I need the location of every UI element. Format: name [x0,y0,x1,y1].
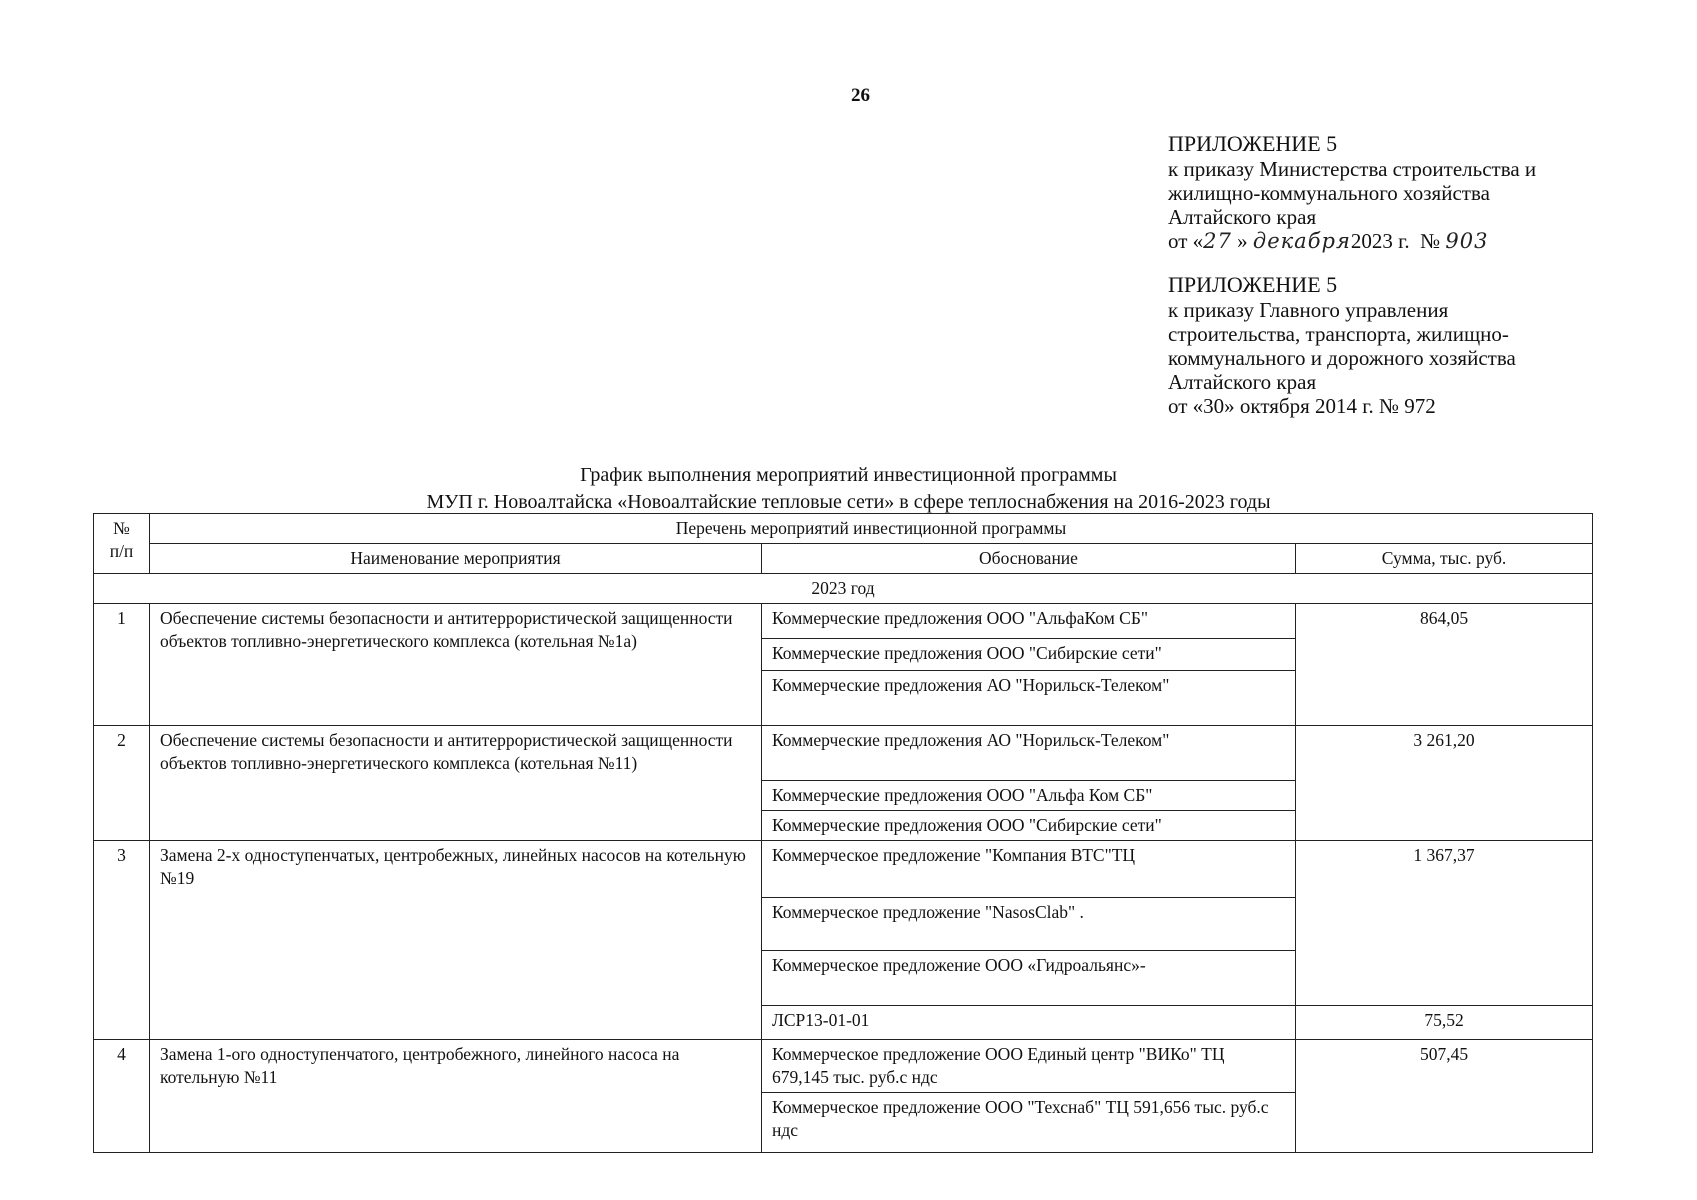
table-row [94,726,1593,781]
table-header-row [94,514,1593,544]
event-name: Обеспечение системы безопасности и антитеррористической защищенности объектов топливно-энергетического комплекса (котельная №1а) [150,604,762,726]
document-title-line2: МУП г. Новоалтайска «Новоалтайские тепловые сети» в сфере теплоснабжения на 2016-2023 годы [426,491,1271,513]
sum-value-extra: 75,52 [1296,1006,1593,1040]
year-row [94,574,1593,604]
appendix-new-line: к приказу Министерства строительства и [1168,157,1537,181]
appendix-old-block [1168,272,1646,418]
appendix-new-title: ПРИЛОЖЕНИЕ 5 [1168,131,1338,156]
basis-item: Коммерческие предложения ООО "Сибирские сети" [762,811,1296,841]
appendix-old-line: к приказу Главного управления [1168,298,1449,322]
basis-item: Коммерческое предложение "NasosClab" . [762,898,1296,951]
date-prefix: от « [1168,229,1204,253]
document-title-line1: График выполнения мероприятий инвестиционной программы [580,464,1117,486]
header-group: Перечень мероприятий инвестиционной программы [150,514,1593,544]
header-num: № п/п [94,514,150,574]
page-number: 26 [851,85,870,106]
date-mid: » [1237,229,1248,253]
header-name: Наименование мероприятия [150,544,762,574]
year-label: 2023 год [94,574,1593,604]
table-subheader-row [94,544,1593,574]
sum-value: 507,45 [1296,1040,1593,1153]
basis-item: Коммерческое предложение "Компания ВТС"ТЦ [762,841,1296,898]
date-year: 2023 г. [1350,229,1410,253]
basis-item: Коммерческие предложения АО "Норильск-Телеком" [762,726,1296,781]
sum-value: 3 261,20 [1296,726,1593,841]
header-sum: Сумма, тыс. руб. [1296,544,1593,574]
row-number: 3 [94,841,150,1040]
appendix-old-date: от «30» октября 2014 г. № 972 [1168,394,1436,418]
appendix-new-line: жилищно-коммунального хозяйства [1168,181,1490,205]
row-number: 1 [94,604,150,726]
table-row [94,1040,1593,1093]
basis-item: Коммерческие предложения ООО "Альфа Ком СБ" [762,781,1296,811]
appendix-new-date [1168,229,1646,253]
table-row [94,604,1593,639]
basis-item: Коммерческие предложения ООО "АльфаКом СБ" [762,604,1296,639]
table-row [94,841,1593,898]
basis-item: Коммерческие предложения ООО "Сибирские сети" [762,639,1296,671]
appendix-old-line: Алтайского края [1168,370,1317,394]
row-number: 4 [94,1040,150,1153]
date-day-handwritten: 27 [1203,229,1232,253]
row-number: 2 [94,726,150,841]
order-number-handwritten: 903 [1445,229,1489,253]
appendix-new-block [1168,131,1646,253]
number-label: № [1420,229,1441,253]
date-month-handwritten: декабря [1252,229,1351,253]
sum-value: 864,05 [1296,604,1593,726]
event-name: Замена 1-ого одноступенчатого, центробежного, линейного насоса на котельную №11 [150,1040,762,1153]
basis-item: ЛСР13-01-01 [762,1006,1296,1040]
event-name: Замена 2-х одноступенчатых, центробежных, линейных насосов на котельную №19 [150,841,762,1040]
document-title [0,462,1697,516]
appendix-old-title: ПРИЛОЖЕНИЕ 5 [1168,272,1338,297]
appendix-new-line: Алтайского края [1168,205,1317,229]
sum-value: 1 367,37 [1296,841,1593,1006]
investment-program-table [93,513,1593,1153]
basis-item: Коммерческие предложения АО "Норильск-Телеком" [762,671,1296,726]
basis-item: Коммерческое предложение ООО Единый центр "ВИКо" ТЦ 679,145 тыс. руб.с ндс [762,1040,1296,1093]
event-name: Обеспечение системы безопасности и антитеррористической защищенности объектов топливно-энергетического комплекса (котельная №11) [150,726,762,841]
basis-item: Коммерческое предложение ООО «Гидроальянс»- [762,951,1296,1006]
header-basis: Обоснование [762,544,1296,574]
basis-item: Коммерческое предложение ООО "Техснаб" ТЦ 591,656 тыс. руб.с ндс [762,1093,1296,1153]
appendix-old-line: строительства, транспорта, жилищно- [1168,322,1509,346]
appendix-old-line: коммунального и дорожного хозяйства [1168,346,1516,370]
